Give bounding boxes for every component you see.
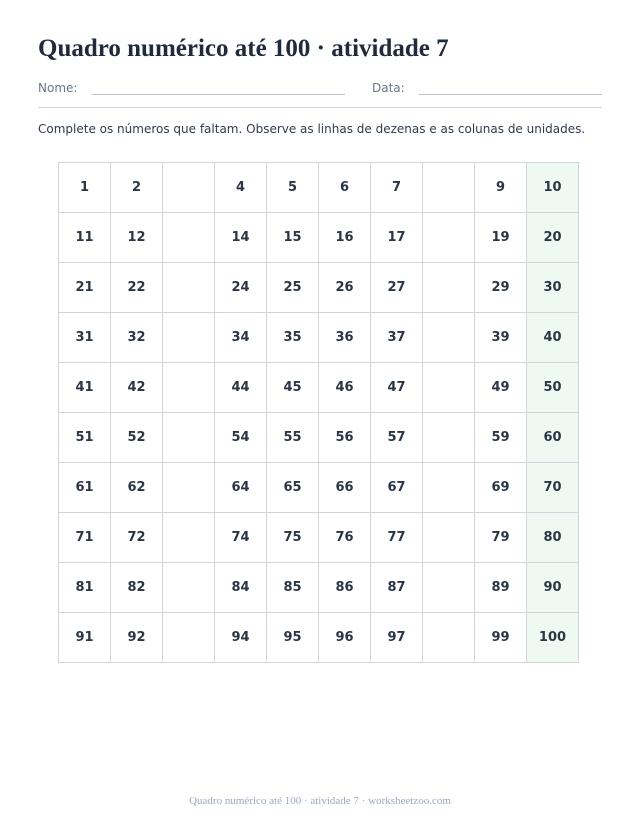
number-cell: 4 — [215, 163, 267, 213]
blank-cell[interactable] — [163, 513, 215, 563]
blank-cell[interactable] — [423, 313, 475, 363]
number-cell: 62 — [111, 463, 163, 513]
blank-cell[interactable] — [423, 413, 475, 463]
number-cell: 71 — [59, 513, 111, 563]
grid-row — [59, 463, 579, 513]
grid-row — [59, 163, 579, 213]
blank-cell[interactable] — [423, 563, 475, 613]
number-cell: 97 — [371, 613, 423, 663]
grid-row — [59, 313, 579, 363]
page-title: Quadro numérico até 100 · atividade 7 — [38, 35, 449, 62]
date-label: Data: — [372, 81, 405, 95]
number-cell: 25 — [267, 263, 319, 313]
number-cell: 61 — [59, 463, 111, 513]
number-cell: 56 — [319, 413, 371, 463]
number-cell: 15 — [267, 213, 319, 263]
blank-cell[interactable] — [423, 213, 475, 263]
number-cell: 30 — [527, 263, 579, 313]
number-cell: 89 — [475, 563, 527, 613]
number-cell: 94 — [215, 613, 267, 663]
number-cell: 85 — [267, 563, 319, 613]
number-cell: 35 — [267, 313, 319, 363]
blank-cell[interactable] — [163, 613, 215, 663]
number-cell: 55 — [267, 413, 319, 463]
number-cell: 12 — [111, 213, 163, 263]
number-cell: 21 — [59, 263, 111, 313]
blank-cell[interactable] — [163, 263, 215, 313]
blank-cell[interactable] — [163, 463, 215, 513]
number-cell: 42 — [111, 363, 163, 413]
number-cell: 76 — [319, 513, 371, 563]
number-cell: 11 — [59, 213, 111, 263]
number-cell: 32 — [111, 313, 163, 363]
number-cell: 54 — [215, 413, 267, 463]
number-cell: 27 — [371, 263, 423, 313]
instructions: Complete os números que faltam. Observe as linhas de dezenas e as colunas de unidades. — [38, 122, 586, 136]
number-cell: 84 — [215, 563, 267, 613]
blank-cell[interactable] — [163, 163, 215, 213]
blank-cell[interactable] — [163, 563, 215, 613]
number-cell: 92 — [111, 613, 163, 663]
number-cell: 39 — [475, 313, 527, 363]
number-cell: 20 — [527, 213, 579, 263]
number-cell: 1 — [59, 163, 111, 213]
blank-cell[interactable] — [163, 313, 215, 363]
number-cell: 16 — [319, 213, 371, 263]
number-cell: 31 — [59, 313, 111, 363]
number-cell: 95 — [267, 613, 319, 663]
grid-row — [59, 413, 579, 463]
number-cell: 69 — [475, 463, 527, 513]
number-cell: 64 — [215, 463, 267, 513]
number-cell: 87 — [371, 563, 423, 613]
number-cell: 6 — [319, 163, 371, 213]
number-cell: 66 — [319, 463, 371, 513]
number-cell: 36 — [319, 313, 371, 363]
number-cell: 74 — [215, 513, 267, 563]
number-cell: 52 — [111, 413, 163, 463]
footer: Quadro numérico até 100 · atividade 7 · worksheetzoo.com — [189, 795, 451, 807]
blank-cell[interactable] — [163, 413, 215, 463]
number-cell: 82 — [111, 563, 163, 613]
grid-row — [59, 363, 579, 413]
number-cell: 26 — [319, 263, 371, 313]
blank-cell[interactable] — [423, 163, 475, 213]
number-cell: 90 — [527, 563, 579, 613]
number-cell: 9 — [475, 163, 527, 213]
number-cell: 47 — [371, 363, 423, 413]
number-cell: 57 — [371, 413, 423, 463]
number-cell: 34 — [215, 313, 267, 363]
number-cell: 19 — [475, 213, 527, 263]
number-cell: 40 — [527, 313, 579, 363]
blank-cell[interactable] — [423, 513, 475, 563]
number-cell: 49 — [475, 363, 527, 413]
blank-cell[interactable] — [423, 463, 475, 513]
number-cell: 14 — [215, 213, 267, 263]
number-cell: 41 — [59, 363, 111, 413]
number-cell: 75 — [267, 513, 319, 563]
grid-row — [59, 513, 579, 563]
number-cell: 44 — [215, 363, 267, 413]
number-cell: 24 — [215, 263, 267, 313]
grid-row — [59, 263, 579, 313]
grid-row — [59, 613, 579, 663]
number-cell: 80 — [527, 513, 579, 563]
number-cell: 7 — [371, 163, 423, 213]
name-field[interactable] — [92, 94, 345, 95]
blank-cell[interactable] — [423, 263, 475, 313]
number-cell: 70 — [527, 463, 579, 513]
blank-cell[interactable] — [423, 613, 475, 663]
number-cell: 59 — [475, 413, 527, 463]
name-label: Nome: — [38, 81, 78, 95]
number-cell: 22 — [111, 263, 163, 313]
blank-cell[interactable] — [163, 363, 215, 413]
blank-cell[interactable] — [423, 363, 475, 413]
number-cell: 96 — [319, 613, 371, 663]
number-cell: 5 — [267, 163, 319, 213]
number-cell: 79 — [475, 513, 527, 563]
blank-cell[interactable] — [163, 213, 215, 263]
number-cell: 51 — [59, 413, 111, 463]
number-cell: 86 — [319, 563, 371, 613]
number-cell: 45 — [267, 363, 319, 413]
number-cell: 67 — [371, 463, 423, 513]
number-cell: 100 — [527, 613, 579, 663]
number-cell: 60 — [527, 413, 579, 463]
number-cell: 46 — [319, 363, 371, 413]
number-cell: 91 — [59, 613, 111, 663]
student-info-row — [38, 79, 602, 108]
number-cell: 77 — [371, 513, 423, 563]
number-cell: 17 — [371, 213, 423, 263]
number-cell: 72 — [111, 513, 163, 563]
number-cell: 65 — [267, 463, 319, 513]
number-cell: 99 — [475, 613, 527, 663]
date-field[interactable] — [419, 94, 602, 95]
number-cell: 37 — [371, 313, 423, 363]
number-cell: 2 — [111, 163, 163, 213]
number-cell: 81 — [59, 563, 111, 613]
number-cell: 10 — [527, 163, 579, 213]
grid-row — [59, 213, 579, 263]
number-cell: 50 — [527, 363, 579, 413]
hundred-chart — [58, 162, 579, 663]
grid-row — [59, 563, 579, 613]
number-cell: 29 — [475, 263, 527, 313]
